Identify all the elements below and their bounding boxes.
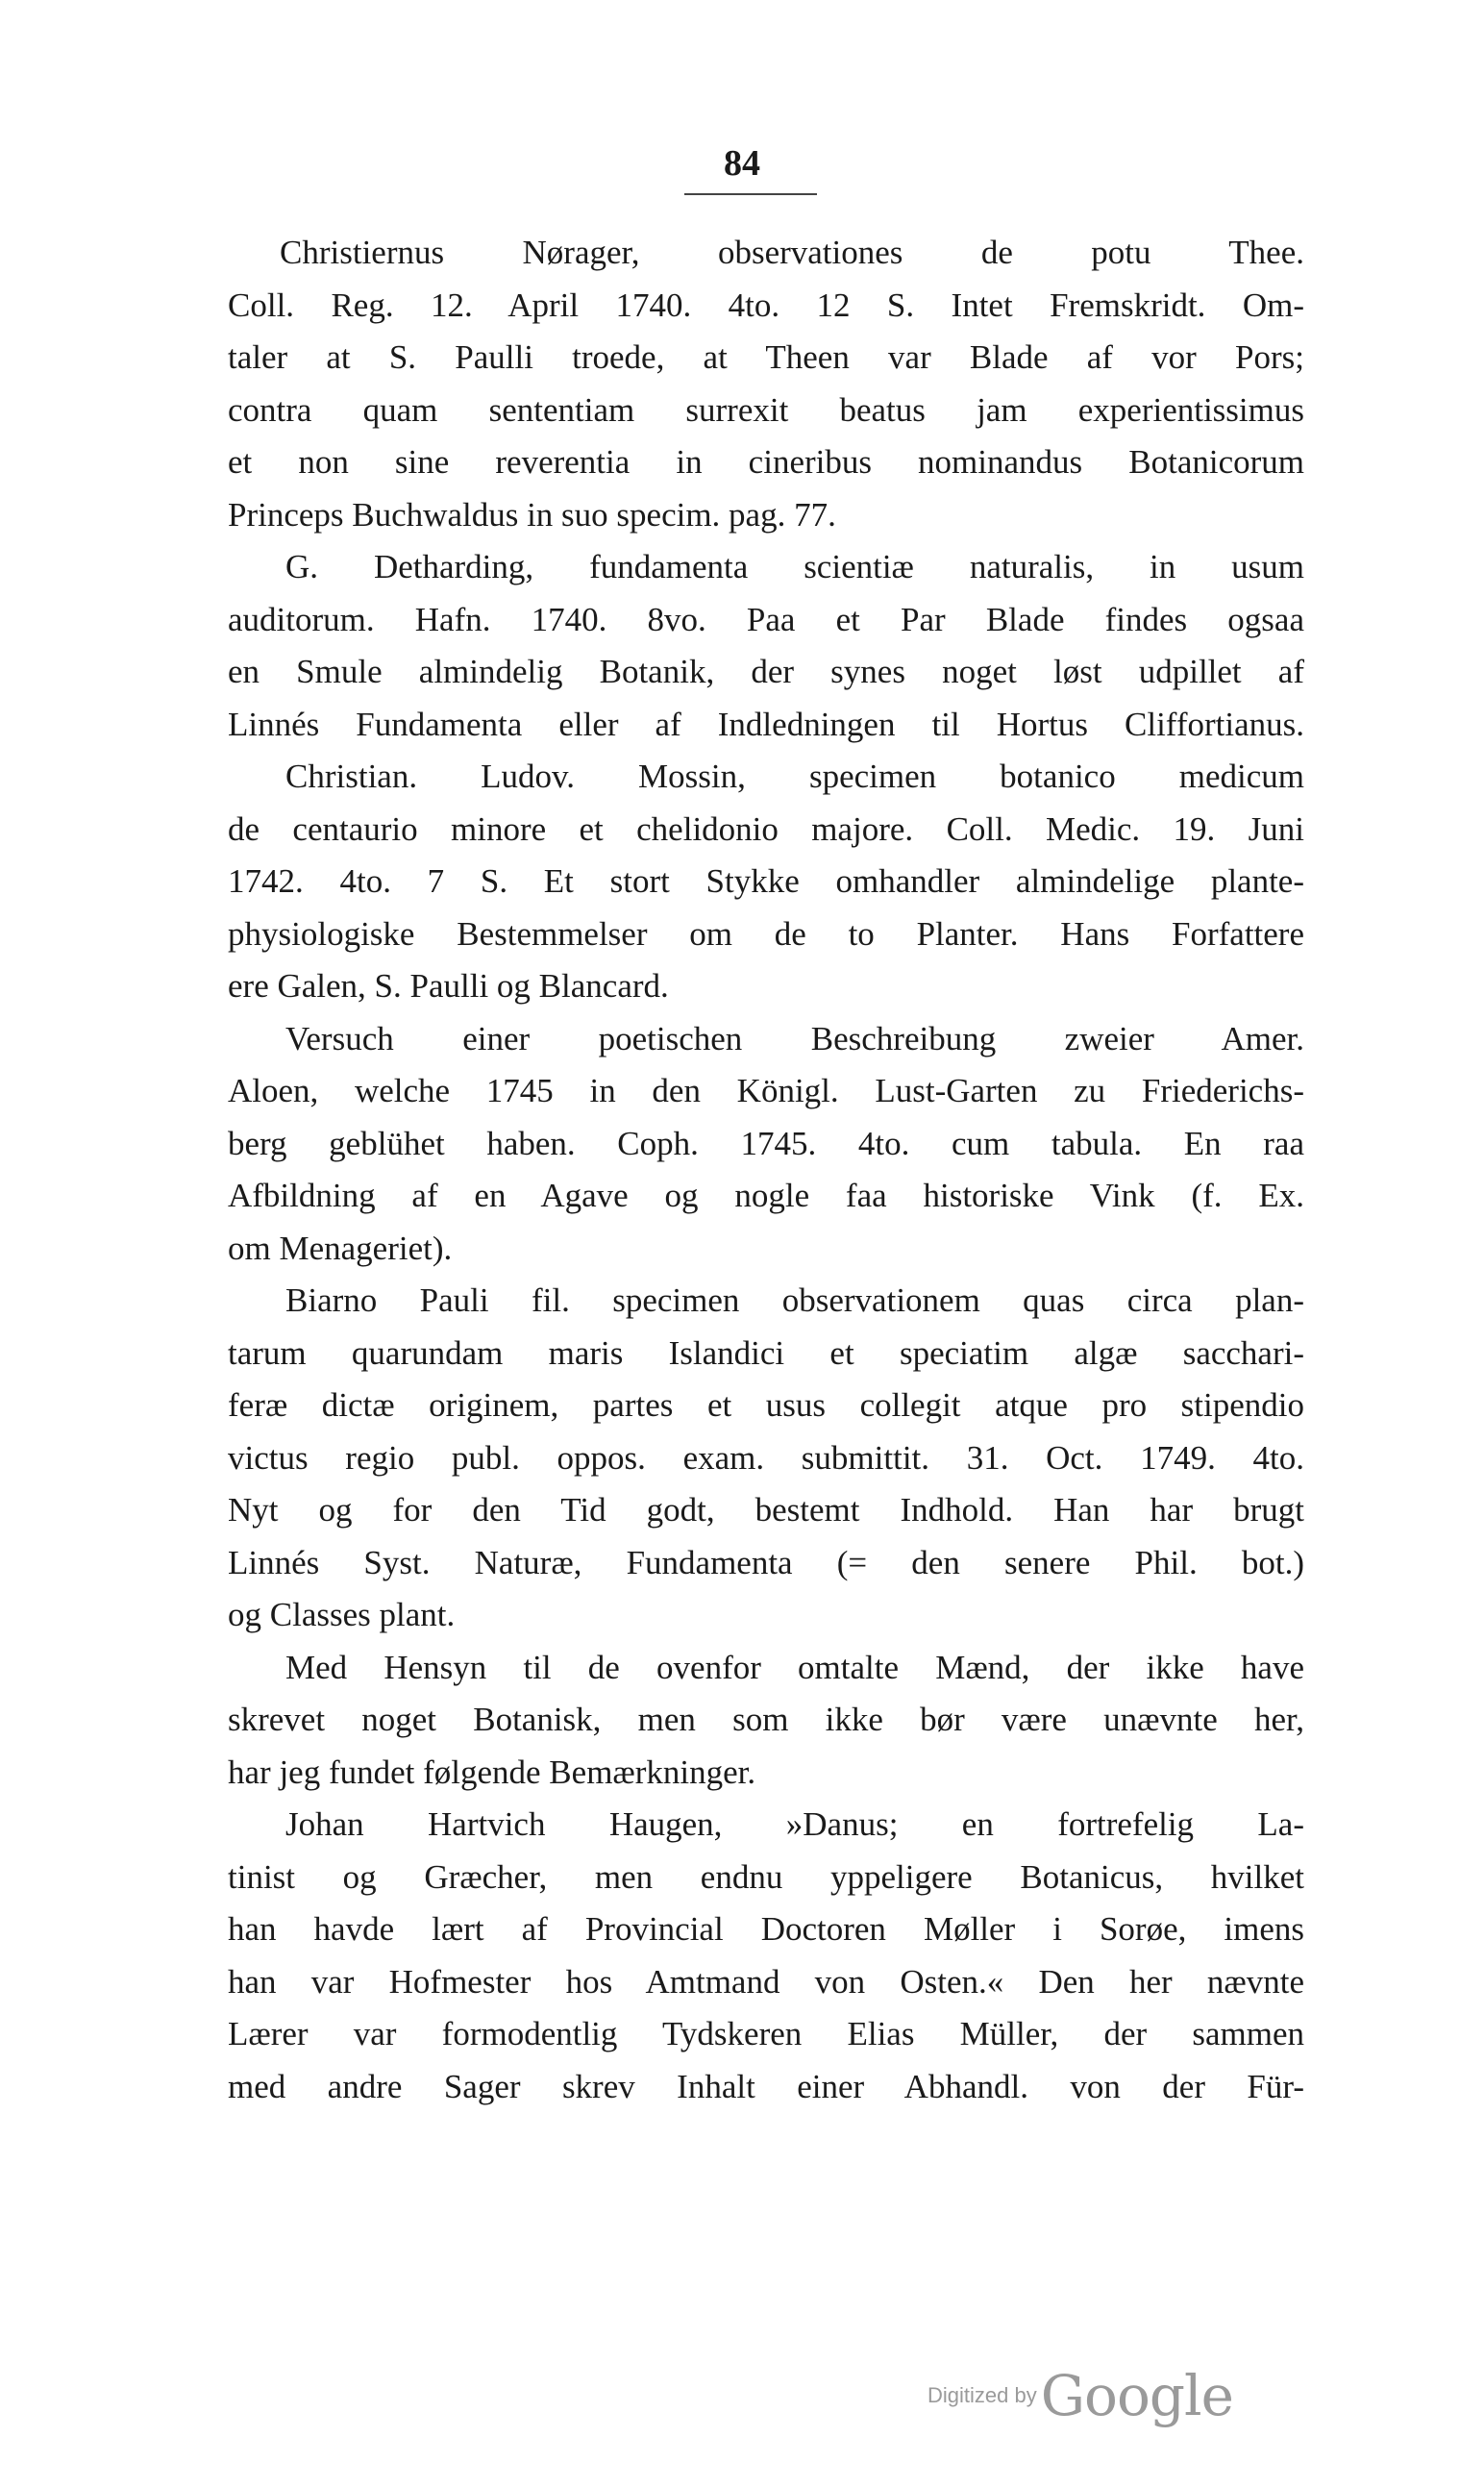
text-line: 1742. 4to. 7 S. Et stort Stykke omhandler almindelige plante-: [228, 862, 1304, 900]
body-text: [228, 227, 1304, 2113]
text-line: tinist og Græcher, men endnu yppeligere Botanicus, hvilket: [228, 1857, 1304, 1896]
text-line: ere Galen, S. Paulli og Blancard.: [228, 967, 669, 1005]
text-line: Med Hensyn til de ovenfor omtalte Mænd, der ikke have: [285, 1648, 1304, 1686]
text-line: Biarno Pauli fil. specimen observationem quas circa plan-: [285, 1281, 1304, 1319]
text-line: Christiernus Nørager, observationes de potu Thee.: [280, 234, 1304, 271]
text-line: feræ dictæ originem, partes et usus collegit atque pro stipendio: [228, 1386, 1304, 1424]
text-line: Linnés Syst. Naturæ, Fundamenta (= den senere Phil. bot.): [228, 1543, 1304, 1581]
page-number-rule: [684, 193, 817, 195]
text-line: G. Detharding, fundamenta scientiæ naturalis, in usum: [285, 548, 1304, 585]
google-logo: Google: [1040, 2363, 1233, 2428]
text-line: Coll. Reg. 12. April 1740. 4to. 12 S. Intet Fremskridt. Om-: [228, 286, 1304, 324]
page-number: 84: [724, 143, 760, 184]
digitized-label: Digitized by: [928, 2383, 1037, 2407]
text-line: om Menageriet).: [228, 1229, 453, 1267]
text-line: en Smule almindelig Botanik, der synes noget løst udpillet af: [228, 653, 1304, 690]
text-line: tarum quarundam maris Islandici et speciatim algæ sacchari-: [228, 1333, 1304, 1372]
text-line: han var Hofmester hos Amtmand von Osten.« Den her nævnte: [228, 1962, 1304, 2001]
text-line: et non sine reverentia in cineribus nominandus Botanicorum: [228, 443, 1304, 481]
text-line: har jeg fundet følgende Bemærkninger.: [228, 1753, 756, 1791]
text-line: og Classes plant.: [228, 1596, 456, 1633]
text-line: Princeps Buchwaldus in suo specim. pag. 77.: [228, 495, 836, 534]
text-line: physiologiske Bestemmelser om de to Planter. Hans Forfattere: [228, 914, 1304, 953]
text-line: han havde lært af Provincial Doctoren Møller i Sorøe, imens: [228, 1910, 1304, 1948]
text-line: Afbildning af en Agave og nogle faa historiske Vink (f. Ex.: [228, 1177, 1304, 1214]
text-line: victus regio publ. oppos. exam. submittit. 31. Oct. 1749. 4to.: [228, 1438, 1304, 1477]
text-line: Versuch einer poetischen Beschreibung zweier Amer.: [285, 1019, 1304, 1057]
text-line: taler at S. Paulli troede, at Theen var Blade af vor Pors;: [228, 338, 1304, 376]
text-line: contra quam sententiam surrexit beatus jam experientissimus: [228, 390, 1304, 429]
text-line: Nyt og for den Tid godt, bestemt Indhold. Han har brugt: [228, 1491, 1304, 1529]
text-line: Christian. Ludov. Mossin, specimen botanico medicum: [285, 758, 1304, 795]
text-line: auditorum. Hafn. 1740. 8vo. Paa et Par Blade findes ogsaa: [228, 600, 1304, 638]
text-line: berg geblühet haben. Coph. 1745. 4to. cum tabula. En raa: [228, 1124, 1304, 1162]
text-line: med andre Sager skrev Inhalt einer Abhandl. von der Für-: [228, 2067, 1304, 2105]
text-line: Aloen, welche 1745 in den Königl. Lust-Garten zu Friederichs-: [228, 1072, 1304, 1109]
text-line: de centaurio minore et chelidonio majore. Coll. Medic. 19. Juni: [228, 809, 1304, 848]
text-line: Johan Hartvich Haugen, »Danus; en fortrefelig La-: [285, 1805, 1304, 1843]
text-line: Linnés Fundamenta eller af Indledningen til Hortus Cliffortianus.: [228, 705, 1304, 743]
text-line: Lærer var formodentlig Tydskeren Elias Müller, der sammen: [228, 2015, 1304, 2052]
digitized-by-watermark: [928, 2363, 1245, 2430]
text-line: skrevet noget Botanisk, men som ikke bør være unævnte her,: [228, 1701, 1304, 1738]
